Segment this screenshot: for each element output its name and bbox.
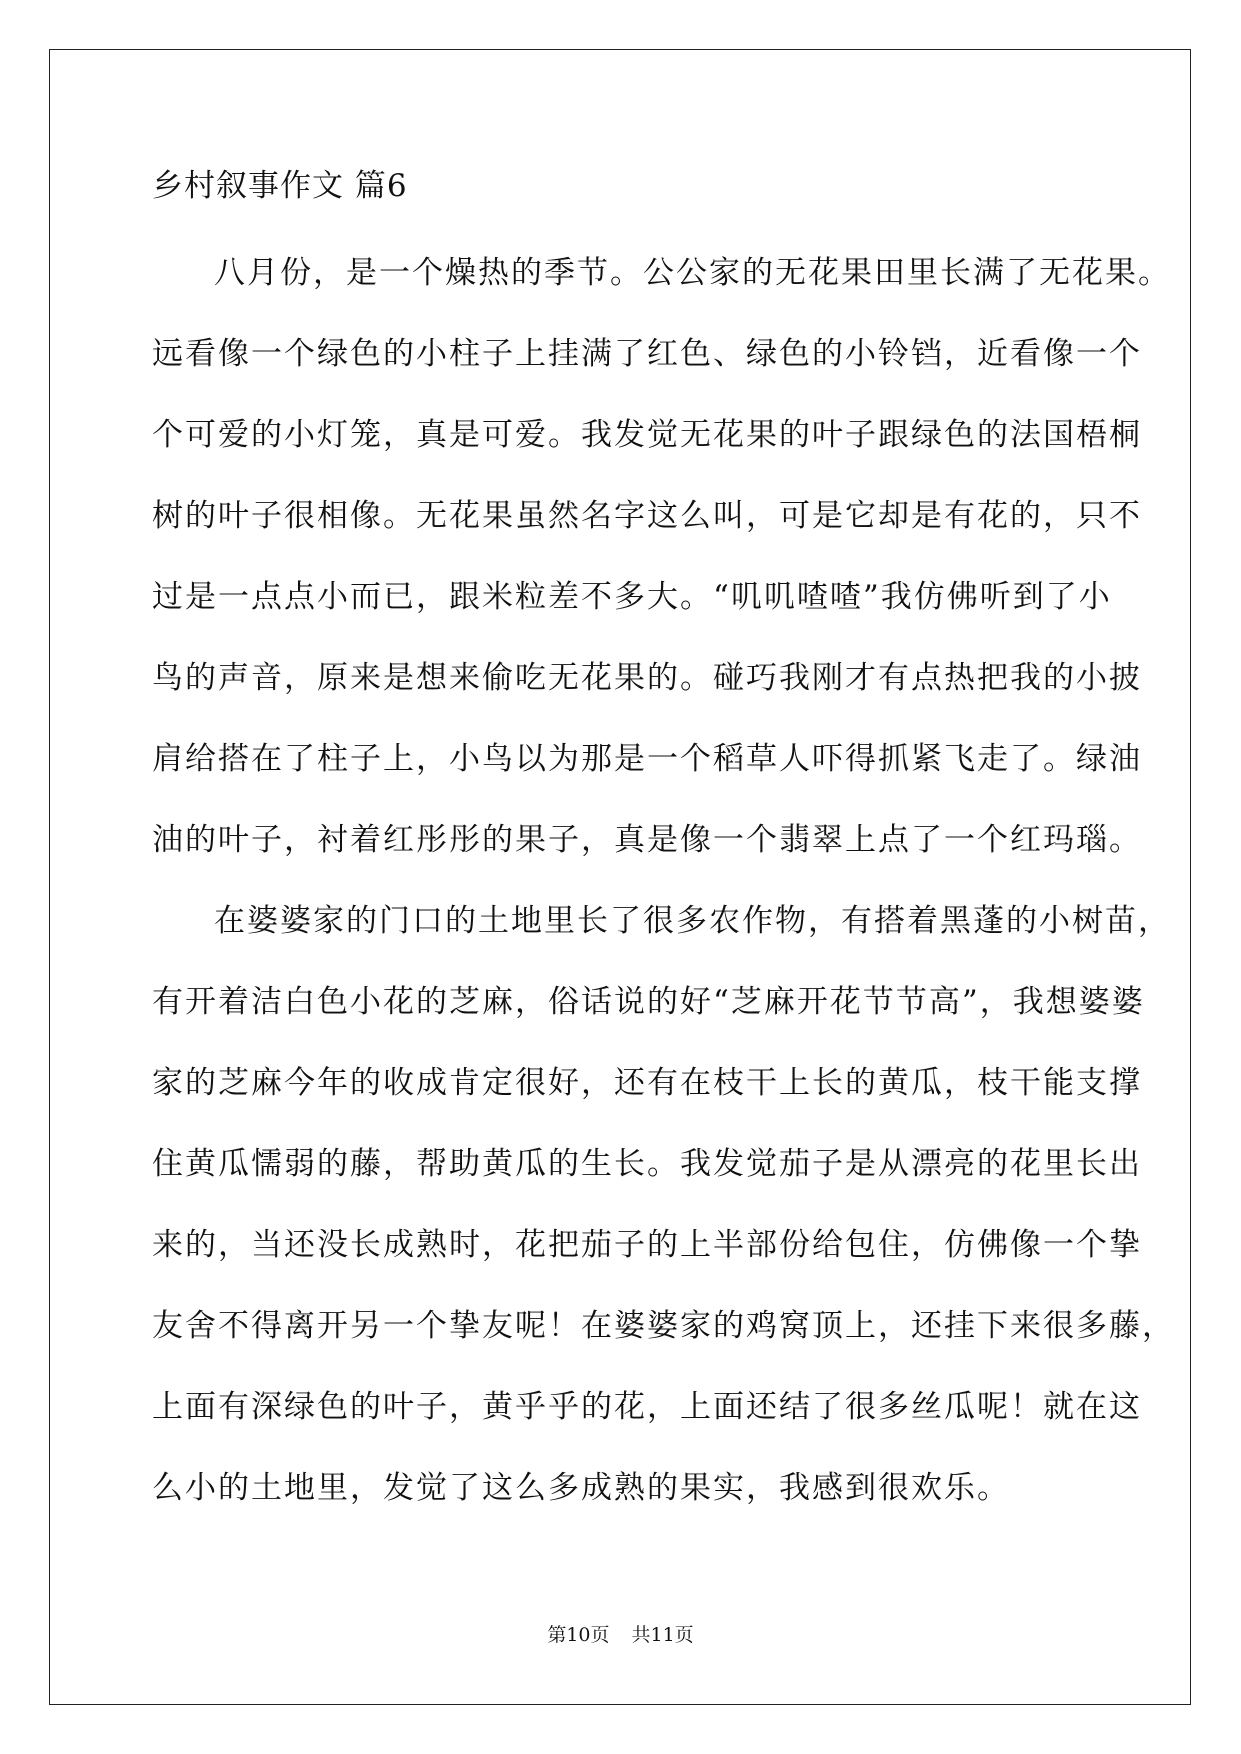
essay-title: 乡村叙事作文 篇6 — [152, 168, 408, 204]
paragraph-1-line-1: 八月份，是一个燥热的季节。公公家的无花果田里长满了无花果。 — [214, 255, 1171, 291]
paragraph-2-line-3: 家的芝麻今年的收成肯定很好，还有在枝干上长的黄瓜，枝干能支撑 — [152, 1065, 1142, 1101]
paragraph-2-line-8: 么小的土地里，发觉了这么多成熟的果实，我感到很欢乐。 — [152, 1470, 1010, 1506]
paragraph-1-line-7: 肩给搭在了柱子上，小鸟以为那是一个稻草人吓得抓紧飞走了。绿油 — [152, 741, 1142, 777]
paragraph-1-line-2: 远看像一个绿色的小柱子上挂满了红色、绿色的小铃铛，近看像一个 — [152, 336, 1142, 372]
paragraph-1-line-6: 鸟的声音，原来是想来偷吃无花果的。碰巧我刚才有点热把我的小披 — [152, 660, 1142, 696]
total-pages: 共11页 — [631, 1624, 694, 1646]
paragraph-2-line-4: 住黄瓜懦弱的藤，帮助黄瓜的生长。我发觉茄子是从漂亮的花里长出 — [152, 1146, 1142, 1182]
current-page-number: 第10页 — [547, 1624, 610, 1646]
page-border — [49, 49, 1191, 1705]
paragraph-1-line-3: 个可爱的小灯笼，真是可爱。我发觉无花果的叶子跟绿色的法国梧桐 — [152, 417, 1142, 453]
paragraph-2-line-5: 来的，当还没长成熟时，花把茄子的上半部份给包住，仿佛像一个挚 — [152, 1227, 1142, 1263]
paragraph-2-line-2: 有开着洁白色小花的芝麻，俗话说的好“芝麻开花节节高”，我想婆婆 — [152, 984, 1145, 1020]
paragraph-1-line-4: 树的叶子很相像。无花果虽然名字这么叫，可是它却是有花的，只不 — [152, 498, 1142, 534]
page-footer — [0, 1622, 1241, 1648]
paragraph-2-line-7: 上面有深绿色的叶子，黄乎乎的花，上面还结了很多丝瓜呢！就在这 — [152, 1389, 1142, 1425]
paragraph-2-line-1: 在婆婆家的门口的土地里长了很多农作物，有搭着黑蓬的小树苗， — [214, 903, 1171, 939]
paragraph-1-line-5: 过是一点点小而已，跟米粒差不多大。“叽叽喳喳”我仿佛听到了小 — [152, 579, 1112, 615]
paragraph-2-line-6: 友舍不得离开另一个挚友呢！在婆婆家的鸡窝顶上，还挂下来很多藤， — [152, 1308, 1175, 1344]
paragraph-1-line-8: 油的叶子，衬着红彤彤的果子，真是像一个翡翠上点了一个红玛瑙。 — [152, 822, 1142, 858]
